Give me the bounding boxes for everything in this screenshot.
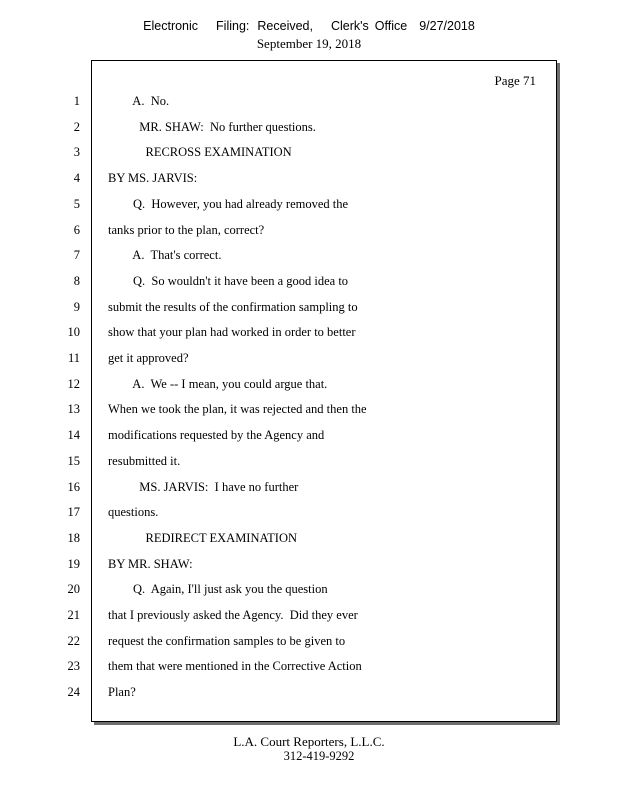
line-number: 16	[67, 480, 80, 494]
line-number: 24	[67, 685, 80, 699]
stamp-date: 9/27/2018	[419, 19, 475, 33]
stamp-word-electronic: Electronic	[143, 19, 199, 33]
line-text: that I previously asked the Agency. Did they ever	[108, 608, 358, 622]
page-number: Page 71	[494, 73, 536, 88]
line-number: 12	[67, 377, 80, 391]
line-number: 3	[73, 145, 80, 159]
line-number: 6	[73, 223, 80, 237]
footer-company: L.A. Court Reporters, L.L.C.	[233, 734, 385, 749]
line-number: 4	[73, 171, 80, 185]
stamp-word-received: Received,	[257, 19, 313, 33]
line-text: get it approved?	[108, 351, 189, 365]
line-text: A. No.	[108, 94, 170, 108]
line-number: 1	[73, 94, 80, 108]
line-number: 2	[73, 120, 80, 134]
line-number: 19	[67, 557, 80, 571]
line-text: MS. JARVIS: I have no further	[108, 480, 299, 494]
received-date: September 19, 2018	[256, 36, 362, 51]
line-text: Q. So wouldn't it have been a good idea to	[108, 274, 349, 288]
stamp-word-clerks: Clerk's	[330, 19, 369, 33]
line-text: submit the results of the confirmation sampling to	[108, 300, 358, 314]
line-text: Plan?	[108, 685, 136, 699]
line-text: tanks prior to the plan, correct?	[108, 223, 265, 237]
line-text: A. That's correct.	[108, 248, 222, 262]
line-text: When we took the plan, it was rejected and then the	[108, 402, 367, 416]
line-number: 13	[67, 402, 80, 416]
line-text: BY MS. JARVIS:	[108, 171, 198, 185]
line-number: 11	[67, 351, 80, 365]
stamp-word-office: Office	[374, 19, 408, 33]
line-text: resubmitted it.	[108, 454, 181, 468]
line-number: 15	[67, 454, 80, 468]
line-number: 22	[67, 634, 80, 648]
line-text: modifications requested by the Agency and	[108, 428, 325, 442]
line-number: 20	[67, 582, 80, 596]
line-text: them that were mentioned in the Corrective Action	[108, 659, 362, 673]
line-number: 14	[67, 428, 80, 442]
line-number: 5	[73, 197, 80, 211]
line-text: BY MR. SHAW:	[108, 557, 193, 571]
line-text: show that your plan had worked in order to better	[108, 325, 356, 339]
line-text: REDIRECT EXAMINATION	[108, 531, 297, 545]
line-number: 7	[73, 248, 80, 262]
footer-phone: 312-419-9292	[283, 749, 355, 763]
line-text: Q. Again, I'll just ask you the question	[108, 582, 328, 596]
line-text: Q. However, you had already removed the	[108, 197, 349, 211]
line-text: request the confirmation samples to be given to	[108, 634, 346, 648]
line-text: MR. SHAW: No further questions.	[108, 120, 316, 134]
line-number: 9	[73, 300, 80, 314]
line-number: 17	[67, 505, 80, 519]
line-number: 18	[67, 531, 80, 545]
line-text: questions.	[108, 505, 159, 519]
filing-stamp	[0, 19, 618, 33]
line-text: RECROSS EXAMINATION	[108, 145, 292, 159]
line-number: 23	[67, 659, 80, 673]
line-number: 21	[67, 608, 80, 622]
line-number: 8	[73, 274, 80, 288]
line-number: 10	[67, 325, 80, 339]
stamp-word-filing: Filing:	[216, 19, 250, 33]
line-text: A. We -- I mean, you could argue that.	[108, 377, 328, 391]
